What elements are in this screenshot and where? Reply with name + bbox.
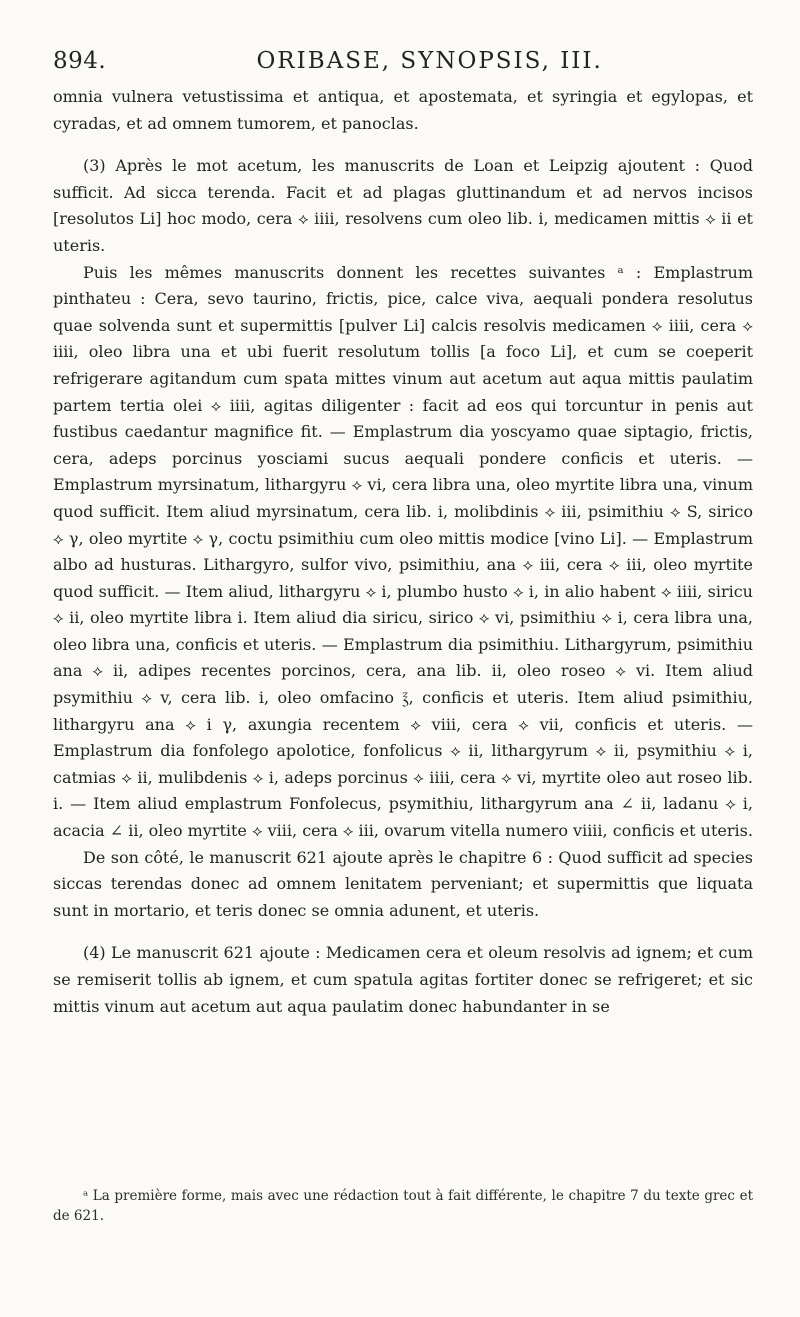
paragraph-recipes: Puis les mêmes manuscrits donnent les recettes suivantes ᵃ : Emplastrum pinthateu : Cera, sevo taurino, frictis, pice, calce viva, aequali pondera resolutus quae solvenda sunt et supermittis [pulver Li] calcis resolvis medicamen ⟡ iiii, cera ⟡ iiii, oleo libra una et ubi fuerit resolutum tollis [a foco Li], et cum se coeperit refrigerare agitandum cum spata mittes vinum aut acetum aut aqua mittis paulatim partem tertia olei ⟡ iiii, agitas diligenter : facit ad eos qui torcuntur in penis aut fustibus caedantur magnifice fit. — Emplastrum dia yoscyamo quae siptagio, frictis, cera, adeps porcinus yosciami sucus aequali pondere conficis et uteris. — Emplastrum myrsinatum, lithargyru ⟡ vi, cera libra una, oleo myrtite libra una, vinum quod sufficit. Item aliud myrsinatum, cera lib. i, molibdinis ⟡ iii, psimithiu ⟡ S, sirico ⟡ γ, oleo myrtite ⟡ γ, coctu psimithiu cum oleo mittis modice [vino Li]. — Emplastrum albo ad husturas. Lithargyro, sulfor vivo, psimithiu, ana ⟡ iii, cera ⟡ iii, oleo myrtite quod sufficit. — Item aliud, lithargyru ⟡ i, plumbo husto ⟡ i, in alio habent ⟡ iiii, siricu ⟡ ii, oleo myrtite libra i. Item aliud dia siricu, sirico ⟡ vi, psimithiu ⟡ i, cera libra una, oleo libra una, conficis et uteris. — Emplastrum dia psimithiu. Lithargyrum, psimithiu ana ⟡ ii, adipes recentes porcinos, cera, ana lib. ii, oleo roseo ⟡ vi. Item aliud psymithiu ⟡ v, cera lib. i, oleo omfacino ℥, conficis et uteris. Item aliud psimithiu, lithargyru ana ⟡ i γ, axungia recentem ⟡ viii, cera ⟡ vii, conficis et uteris. — Emplastrum dia fonfolego apolotice, fonfolicus ⟡ ii, lithargyrum ⟡ ii, psymithiu ⟡ i, catmias ⟡ ii, mulibdenis ⟡ i, adeps porcinus ⟡ iiii, cera ⟡ vi, myrtite oleo aut roseo lib. i. — Item aliud emplastrum Fonfolecus, psymithiu, lithargyrum ana ∠ ii, ladanu ⟡ i, acacia ∠ ii, oleo myrtite ⟡ viii, cera ⟡ iii, ovarum vitella numero viiii, conficis et uteris. — [53, 262, 753, 841]
running-header — [53, 48, 753, 74]
paragraph-note-4: (4) Le manuscrit 621 ajoute : Medicamen cera et oleum resolvis ad ignem; et cum se remiserit tollis ab ignem, et cum spatula agitas fortiter donec se refrigeret; et sic mittis vinum aut acetum aut aqua paulatim donec habundanter in se — [53, 943, 753, 1016]
footnote: ᵃ La première forme, mais avec une rédaction tout à fait différente, le chapitre 7 du texte grec et de 621. — [53, 1188, 753, 1224]
paragraph-continuation: omnia vulnera vetustissima et antiqua, et apostemata, et syringia et egylopas, et cyradas, et ad omnem tumorem, et panoclas. — [53, 87, 753, 133]
running-title: ORIBASE, SYNOPSIS, III. — [256, 48, 603, 74]
paragraph-manuscript-621: De son côté, le manuscrit 621 ajoute après le chapitre 6 : Quod sufficit ad species siccas terendas donec ad omnem lenitatem perveniant; et supermittis que liquata sunt in mortario, et teris donec se omnia adunent, et uteris. — [53, 847, 753, 920]
page-body — [53, 84, 753, 1020]
paragraph-note-3: (3) Après le mot acetum, les manuscrits de Loan et Leipzig ajoutent : Quod sufficit. Ad sicca terenda. Facit et ad plagas gluttinandum et ad nervos incisos [resolutos Li] hoc modo, cera ⟡ iiii, resolvens cum oleo lib. i, medicamen mittis ⟡ ii et uteris. — [53, 156, 753, 255]
page-number: 894. — [53, 48, 107, 74]
